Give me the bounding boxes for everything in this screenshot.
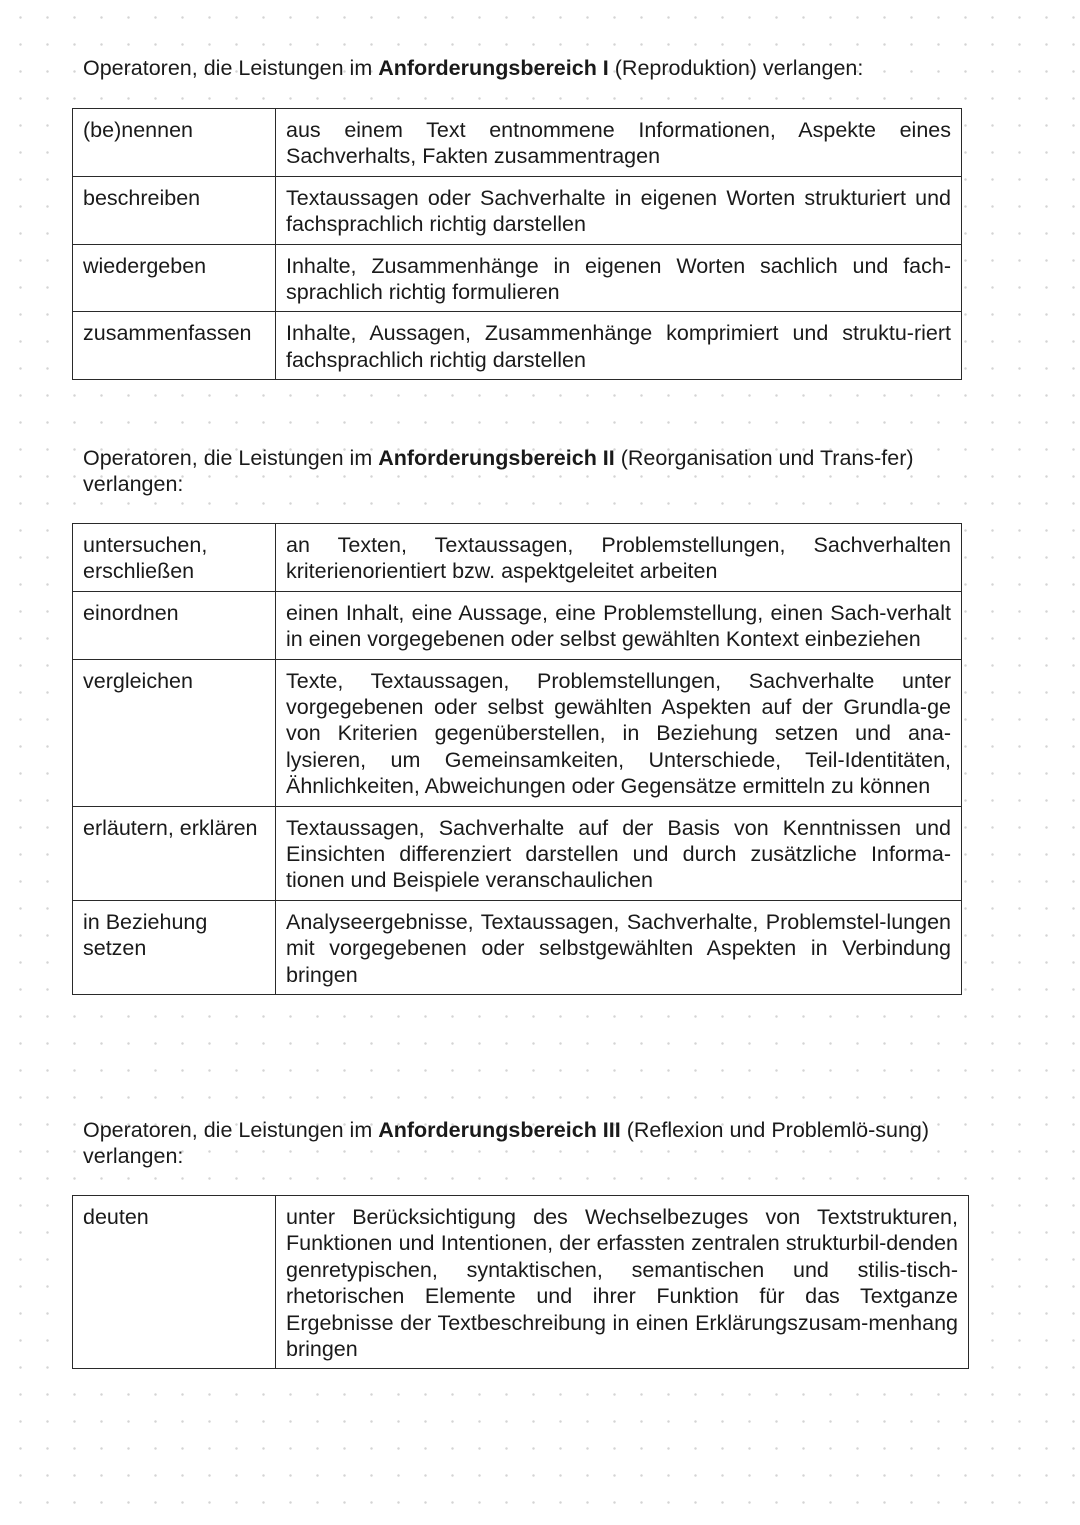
operator-definition: Texte, Textaussagen, Problemstellungen, Sachverhalte unter vorgegebenen oder selbst gewählten Aspekten auf der Grundla-ge von Kriterien gegenüberstellen, in Beziehung setzen und ana-lysieren, um Gemeinsamkeiten, Unterschiede, Teil-Identitäten, Ähnlichkeiten, Abweichungen oder Gegensätze ermitteln zu können (276, 659, 962, 806)
intro-bold-label: Anforderungsbereich III (378, 1118, 621, 1142)
operator-definition: Inhalte, Aussagen, Zusammenhänge komprimiert und struktu-riert fachsprachlich richtig darstellen (276, 312, 962, 380)
intro-text: Operatoren, die Leistungen im (83, 1118, 379, 1142)
operator-term: erläutern, erklären (73, 806, 276, 900)
table-row (73, 176, 962, 244)
section-3-table (72, 1195, 969, 1369)
operator-term: einordnen (73, 591, 276, 659)
intro-text: (Reorganisation und Trans-fer) verlangen: (83, 446, 914, 496)
table-row (73, 109, 962, 177)
section-2-table (72, 523, 962, 995)
operator-definition: Textaussagen, Sachverhalte auf der Basis von Kenntnissen und Einsichten differenziert darstellen und durch zusätzliche Informa-tionen und Beispiele veranschaulichen (276, 806, 962, 900)
section-1-table (72, 108, 962, 380)
intro-text: Operatoren, die Leistungen im (83, 56, 379, 80)
section-3-intro (83, 1117, 961, 1169)
operator-definition: unter Berücksichtigung des Wechselbezuges von Textstrukturen, Funktionen und Intentionen, der erfassten zentralen strukturbil-denden genretypischen, syntaktischen, semantischen und stilis-tisch-rhetorischen Elemente und ihrer Funktion für das Textganze Ergebnisse der Textbeschreibung in einen Erklärungszusam-menhang bringen (276, 1196, 969, 1369)
table-row (73, 1196, 969, 1369)
operator-definition: Textaussagen oder Sachverhalte in eigenen Worten strukturiert und fachsprachlich richtig darstellen (276, 176, 962, 244)
operator-term: in Beziehung setzen (73, 900, 276, 994)
section-2-intro (83, 445, 961, 497)
operator-term: (be)nennen (73, 109, 276, 177)
intro-bold-label: Anforderungsbereich II (378, 446, 615, 470)
table-row (73, 244, 962, 312)
operator-term: beschreiben (73, 176, 276, 244)
operator-definition: einen Inhalt, eine Aussage, eine Problemstellung, einen Sach-verhalt in einen vorgegebenen oder selbst gewählten Kontext einbeziehen (276, 591, 962, 659)
operator-term: wiedergeben (73, 244, 276, 312)
intro-text: (Reproduktion) verlangen: (608, 56, 864, 80)
table-row (73, 524, 962, 592)
operator-definition: Analyseergebnisse, Textaussagen, Sachverhalte, Problemstel-lungen mit vorgegebenen oder selbstgewählten Aspekten in Verbindung bringen (276, 900, 962, 994)
operator-term: untersuchen, erschließen (73, 524, 276, 592)
operator-term: zusammenfassen (73, 312, 276, 380)
operator-term: deuten (73, 1196, 276, 1369)
table-row (73, 806, 962, 900)
intro-bold-label: Anforderungsbereich I (378, 56, 609, 80)
operator-term: vergleichen (73, 659, 276, 806)
table-row (73, 900, 962, 994)
table-row (73, 312, 962, 380)
section-1-intro (83, 55, 961, 81)
operator-definition: an Texten, Textaussagen, Problemstellungen, Sachverhalten kriterienorientiert bzw. aspektgeleitet arbeiten (276, 524, 962, 592)
operator-definition: aus einem Text entnommene Informationen, Aspekte eines Sachverhalts, Fakten zusammentragen (276, 109, 962, 177)
table-row (73, 591, 962, 659)
operator-definition: Inhalte, Zusammenhänge in eigenen Worten sachlich und fach-sprachlich richtig formulieren (276, 244, 962, 312)
table-row (73, 659, 962, 806)
intro-text: Operatoren, die Leistungen im (83, 446, 379, 470)
intro-text: (Reflexion und Problemlö-sung) verlangen: (83, 1118, 930, 1168)
